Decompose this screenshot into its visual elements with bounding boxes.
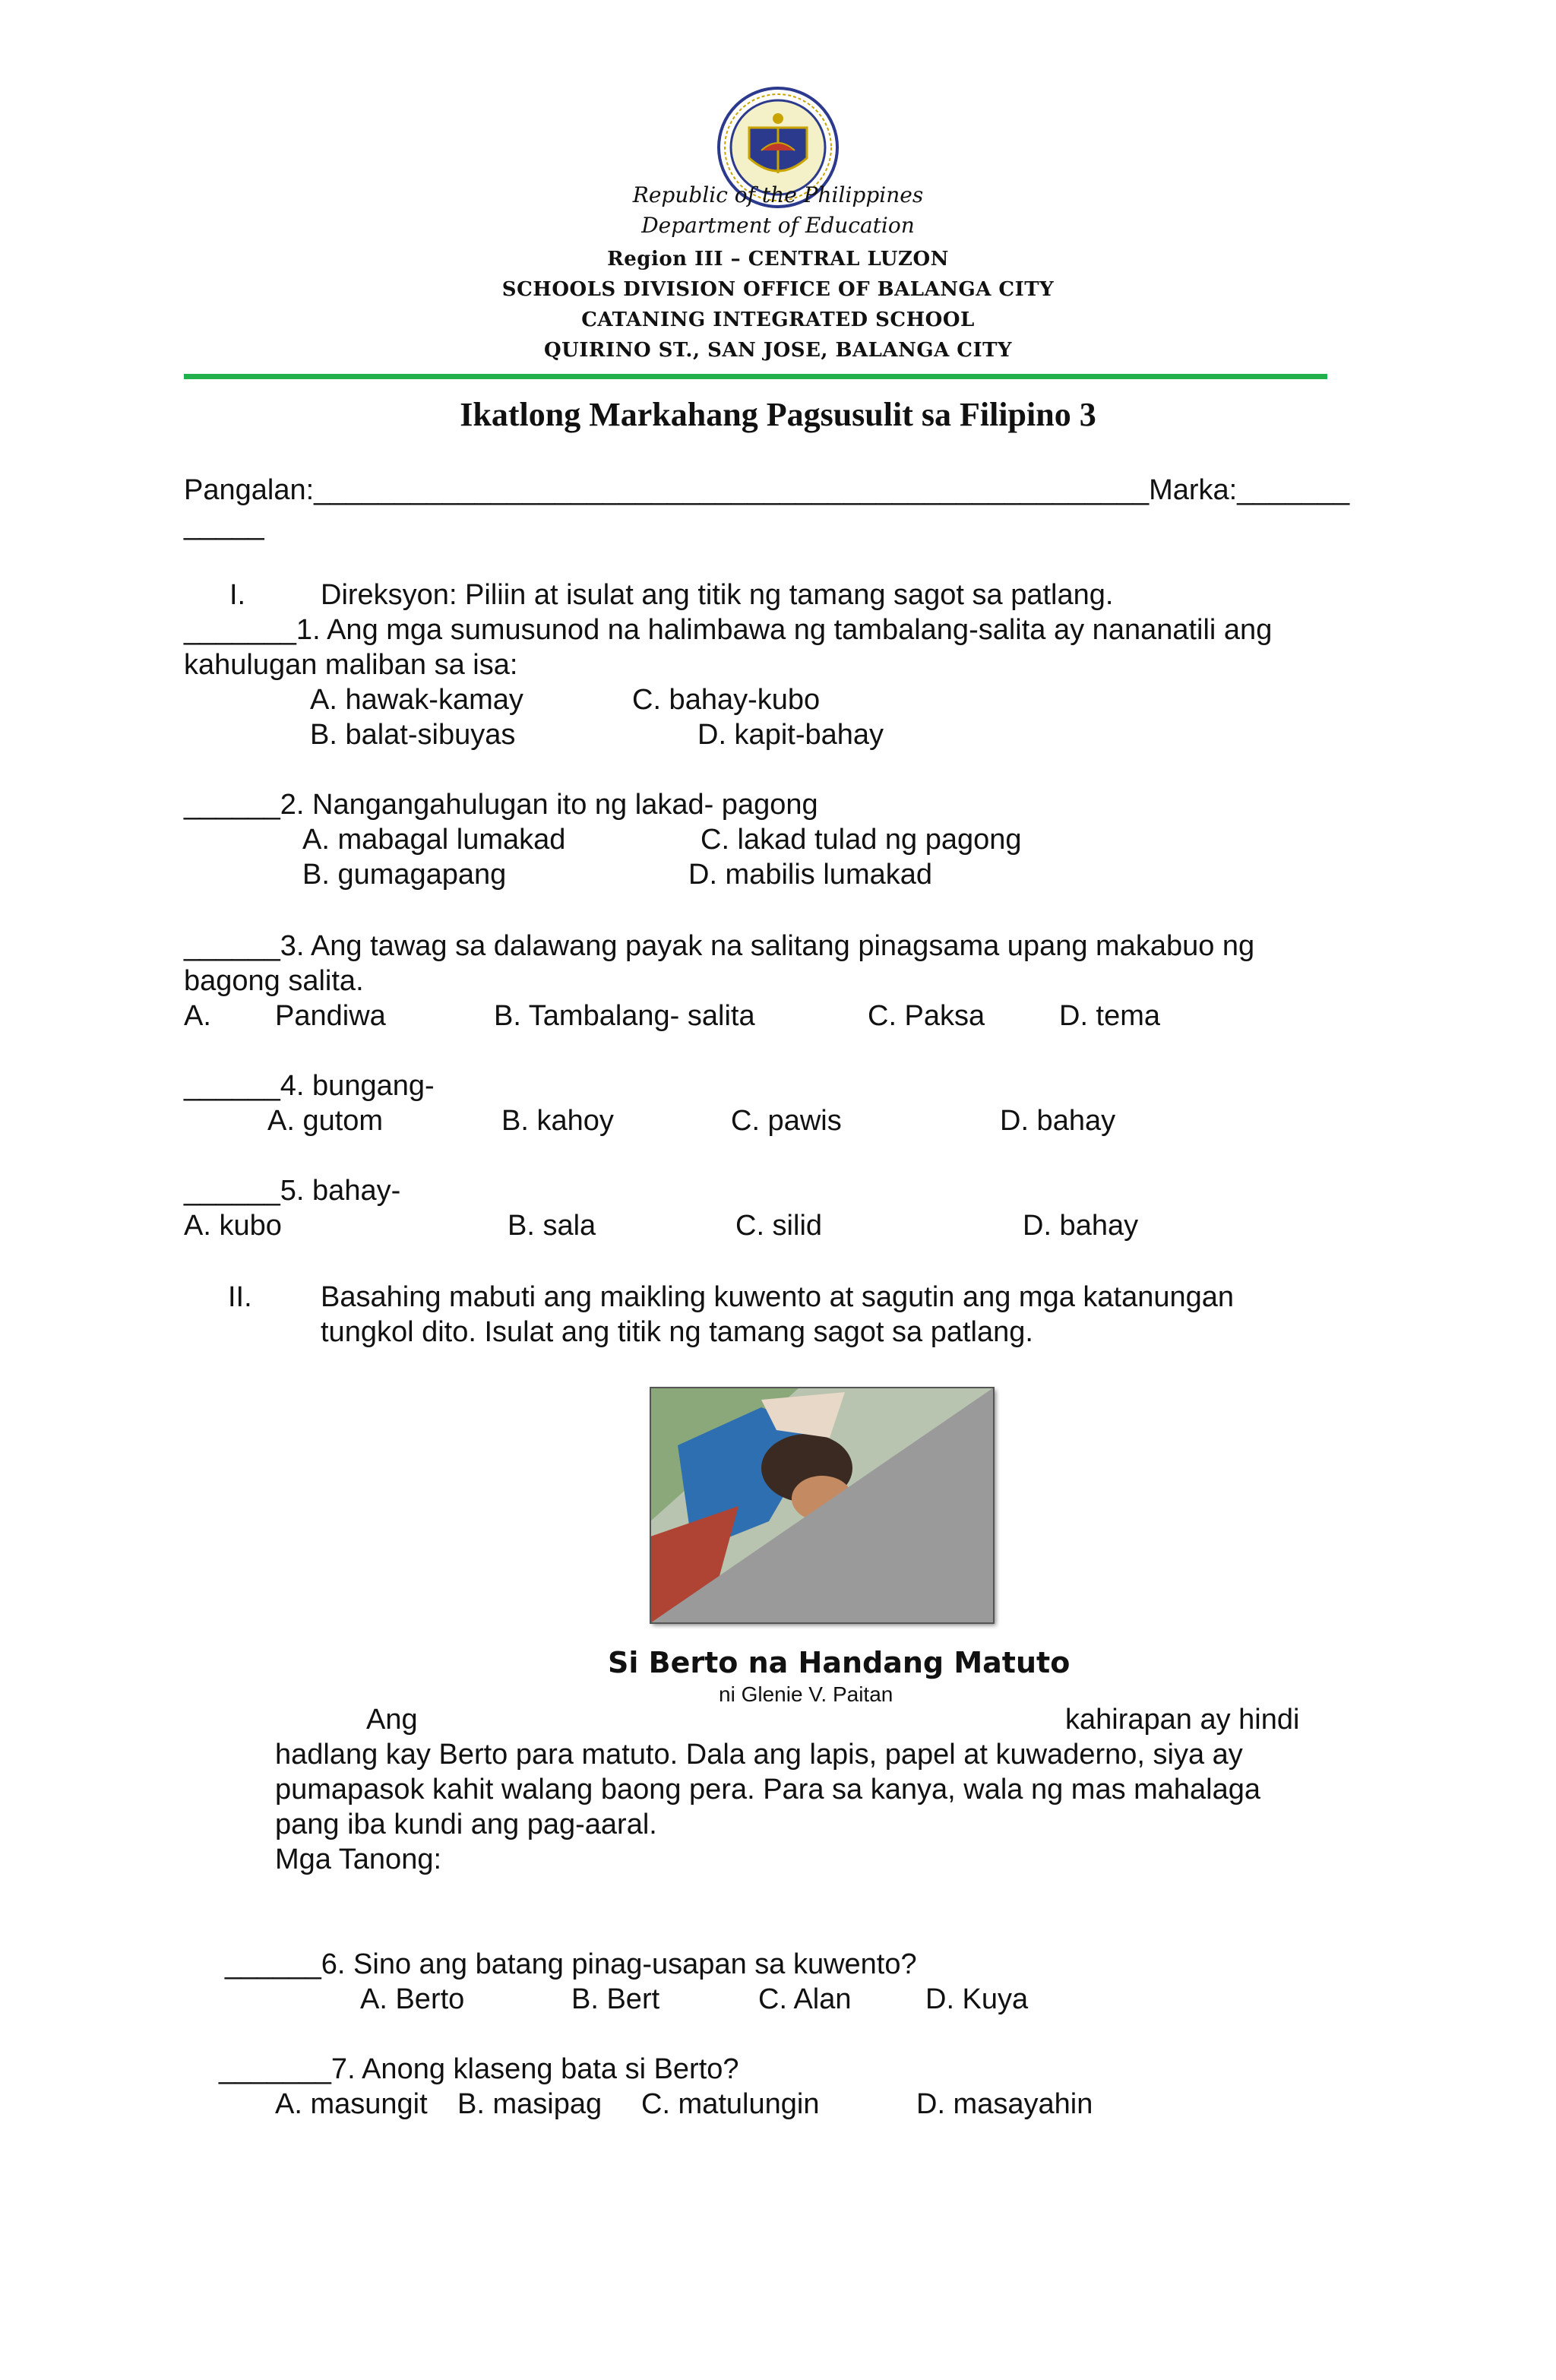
q4-choice-b: B. kahoy xyxy=(501,1105,614,1137)
q1-choice-a: A. hawak-kamay xyxy=(310,684,523,716)
q3-stem-cont: bagong salita. xyxy=(184,965,364,997)
q3-choice-b: B. Tambalang- salita xyxy=(494,1000,755,1032)
header-division: SCHOOLS DIVISION OFFICE OF BALANGA CITY xyxy=(501,278,1055,301)
header-school: CATANING INTEGRATED SCHOOL xyxy=(581,309,975,331)
story-illustration xyxy=(647,1385,1000,1629)
q5-choice-c: C. silid xyxy=(735,1210,823,1242)
story-line-4: pang iba kundi ang pag-aaral. xyxy=(275,1809,657,1840)
q2-choice-a: A. mabagal lumakad xyxy=(302,824,566,856)
story-photo-image xyxy=(647,1385,1000,1629)
header-divider xyxy=(184,374,1327,379)
q4-choice-c: C. pawis xyxy=(731,1105,842,1137)
exam-title: Ikatlong Markahang Pagsusulit sa Filipino 3 xyxy=(460,396,1096,433)
q2-choice-b: B. gumagapang xyxy=(302,859,507,891)
q1-stem: _______1. Ang mga sumusunod na halimbawa ng tambalang-salita ay nananatili ang xyxy=(184,614,1273,646)
part1-numeral: I. xyxy=(229,579,246,611)
q3-choice-c: C. Paksa xyxy=(868,1000,985,1032)
q2-stem: ______2. Nangangahulugan ito ng lakad- pagong xyxy=(184,789,818,821)
q5-choice-b: B. sala xyxy=(508,1210,596,1242)
q4-choice-d: D. bahay xyxy=(1000,1105,1116,1137)
q1-stem-cont: kahulugan maliban sa isa: xyxy=(184,649,518,681)
story-line-1-start: Ang xyxy=(366,1704,418,1736)
part1-direction: Direksyon: Piliin at isulat ang titik ng tamang sagot sa patlang. xyxy=(321,579,1114,611)
name-score-line: Pangalan:____________________________________________________Marka:_______ xyxy=(184,474,1350,506)
story-line-1-end: kahirapan ay hindi xyxy=(1065,1704,1300,1736)
q6-choice-b: B. Bert xyxy=(571,1983,660,2015)
q7-choice-d: D. masayahin xyxy=(916,2088,1093,2120)
story-line-3: pumapasok kahit walang baong pera. Para sa kanya, wala ng mas mahalaga xyxy=(275,1774,1261,1806)
q5-choice-a: A. kubo xyxy=(184,1210,282,1242)
q4-choice-a: A. gutom xyxy=(267,1105,384,1137)
q3-choice-d: D. tema xyxy=(1059,1000,1161,1032)
q3-choice-a-letter: A. xyxy=(184,1000,211,1032)
q1-choice-b: B. balat-sibuyas xyxy=(310,719,516,751)
q5-choice-d: D. bahay xyxy=(1023,1210,1139,1242)
q1-choice-d: D. kapit-bahay xyxy=(697,719,884,751)
story-line-2: hadlang kay Berto para matuto. Dala ang lapis, papel at kuwaderno, siya ay xyxy=(275,1739,1243,1771)
name-score-line-continued: _____ xyxy=(184,509,264,541)
q6-choice-d: D. Kuya xyxy=(925,1983,1029,2015)
q7-choice-c: C. matulungin xyxy=(641,2088,820,2120)
q3-choice-a: Pandiwa xyxy=(275,1000,386,1032)
story-title: Si Berto na Handang Matuto xyxy=(608,1646,1071,1679)
header-address: QUIRINO ST., SAN JOSE, BALANGA CITY xyxy=(543,339,1013,362)
q6-stem: ______6. Sino ang batang pinag-usapan sa kuwento? xyxy=(225,1948,917,1980)
q6-choice-a: A. Berto xyxy=(360,1983,465,2015)
questions-heading: Mga Tanong: xyxy=(275,1844,442,1875)
q4-stem: ______4. bungang- xyxy=(184,1070,435,1102)
q3-stem: ______3. Ang tawag sa dalawang payak na salitang pinagsama upang makabuo ng xyxy=(184,930,1255,962)
q6-choice-c: C. Alan xyxy=(758,1983,852,2015)
q7-choice-b: B. masipag xyxy=(457,2088,602,2120)
q7-choice-a: A. masungit xyxy=(275,2088,428,2120)
q5-stem: ______5. bahay- xyxy=(184,1175,401,1207)
q1-choice-c: C. bahay-kubo xyxy=(632,684,821,716)
story-author: ni Glenie V. Paitan xyxy=(719,1682,893,1706)
part2-direction-cont: tungkol dito. Isulat ang titik ng tamang sagot sa patlang. xyxy=(321,1316,1033,1348)
q2-choice-c: C. lakad tulad ng pagong xyxy=(701,824,1022,856)
q7-stem: _______7. Anong klaseng bata si Berto? xyxy=(219,2053,739,2085)
header-department: Department of Education xyxy=(641,213,915,238)
part2-numeral: II. xyxy=(228,1281,252,1313)
part2-direction: Basahing mabuti ang maikling kuwento at sagutin ang mga katanungan xyxy=(321,1281,1235,1313)
header-republic: Republic of the Philippines xyxy=(632,182,924,207)
header-region: Region III – CENTRAL LUZON xyxy=(607,248,949,271)
q2-choice-d: D. mabilis lumakad xyxy=(688,859,932,891)
